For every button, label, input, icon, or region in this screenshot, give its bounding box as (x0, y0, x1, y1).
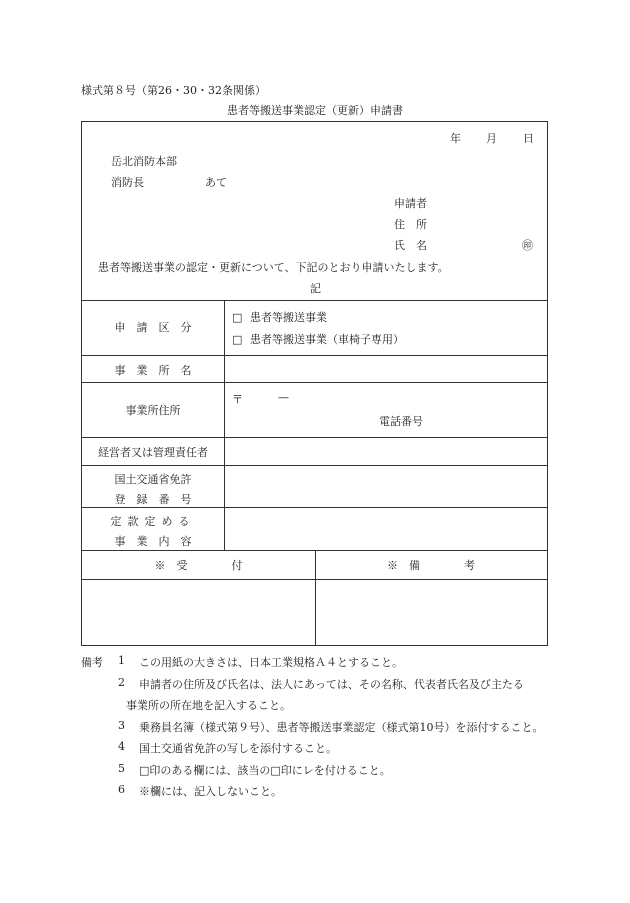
option-wheelchair-checkbox[interactable]: □ (232, 333, 243, 346)
note-6-text: ※欄には、記入しないこと。 (139, 785, 282, 798)
application-form-frame (81, 121, 548, 646)
note-2-continued: 事業所の所在地を記入すること。 (126, 699, 291, 712)
option-standard-text: 患者等搬送事業 (250, 311, 327, 324)
articles-label: 定款定める (110, 515, 196, 528)
date-day: 日 (523, 132, 534, 145)
note-5-text: □印のある欄には、該当の□印にレを付けること。 (139, 764, 391, 777)
option-wheelchair-text: 患者等搬送事業（車椅子専用） (250, 333, 404, 346)
rule-1 (82, 300, 547, 301)
option-wheelchair[interactable] (232, 331, 404, 347)
note-6-num: 6 (118, 783, 125, 796)
phone-label: 電話番号 (379, 415, 423, 428)
registration-number-label: 登 録 番 号 (114, 493, 192, 506)
date-month: 月 (486, 132, 497, 145)
reception-label: ※ 受 付 (154, 559, 243, 572)
category-label: 申 請 区 分 (114, 321, 192, 334)
note-1-text: この用紙の大きさは、日本工業規格Ａ４とすること。 (139, 656, 403, 669)
applicant-address-label: 住 所 (394, 218, 427, 231)
note-1-num: 1 (118, 654, 125, 667)
application-statement: 患者等搬送事業の認定・更新について、下記のとおり申請いたします。 (98, 261, 449, 274)
note-3-text: 乗務員名簿（様式第９号）、患者等搬送事業認定（様式第10号）を添付すること。 (139, 721, 544, 734)
addressee-org: 岳北消防本部 (111, 155, 177, 168)
notes-heading: 備考 (81, 656, 103, 669)
seal-mark: ㊞ (522, 239, 533, 252)
document-title: 患者等搬送事業認定（更新）申請書 (227, 104, 403, 117)
note-2-text: 申請者の住所及び氏名は、法人にあっては、その名称、代表者氏名及び主たる (139, 678, 524, 691)
business-content-label: 事 業 内 容 (114, 535, 192, 548)
addressee-title: 消防長 (111, 176, 144, 189)
postal-dash: — (278, 391, 289, 404)
date-year: 年 (450, 132, 461, 145)
option-standard[interactable] (232, 309, 327, 325)
office-name-field[interactable] (225, 356, 547, 381)
postal-mark: 〒 (232, 393, 243, 406)
form-number: 様式第８号（第26・30・32条関係） (81, 84, 266, 97)
remarks-label: ※ 備 考 (387, 559, 475, 572)
note-4-text: 国土交通省免許の写しを添付すること。 (139, 742, 337, 755)
manager-label: 経営者又は管理責任者 (98, 446, 208, 459)
office-name-label: 事 業 所 名 (114, 364, 192, 377)
note-2-num: 2 (118, 676, 125, 689)
manager-field[interactable] (225, 438, 547, 464)
note-3-num: 3 (118, 719, 125, 732)
addressee-suffix: あて (205, 176, 227, 189)
applicant-heading: 申請者 (394, 197, 427, 210)
office-address-label: 事業所住所 (125, 404, 181, 417)
applicant-name-label: 氏 名 (394, 239, 427, 252)
registration-number-field[interactable] (225, 466, 547, 506)
rule-3 (82, 382, 547, 383)
business-content-field[interactable] (225, 508, 547, 549)
option-standard-checkbox[interactable]: □ (232, 311, 243, 324)
note-4-num: 4 (118, 740, 125, 753)
note-5-num: 5 (118, 762, 125, 775)
ki-heading: 記 (310, 282, 321, 295)
mlit-license-label: 国土交通省免許 (114, 473, 192, 486)
